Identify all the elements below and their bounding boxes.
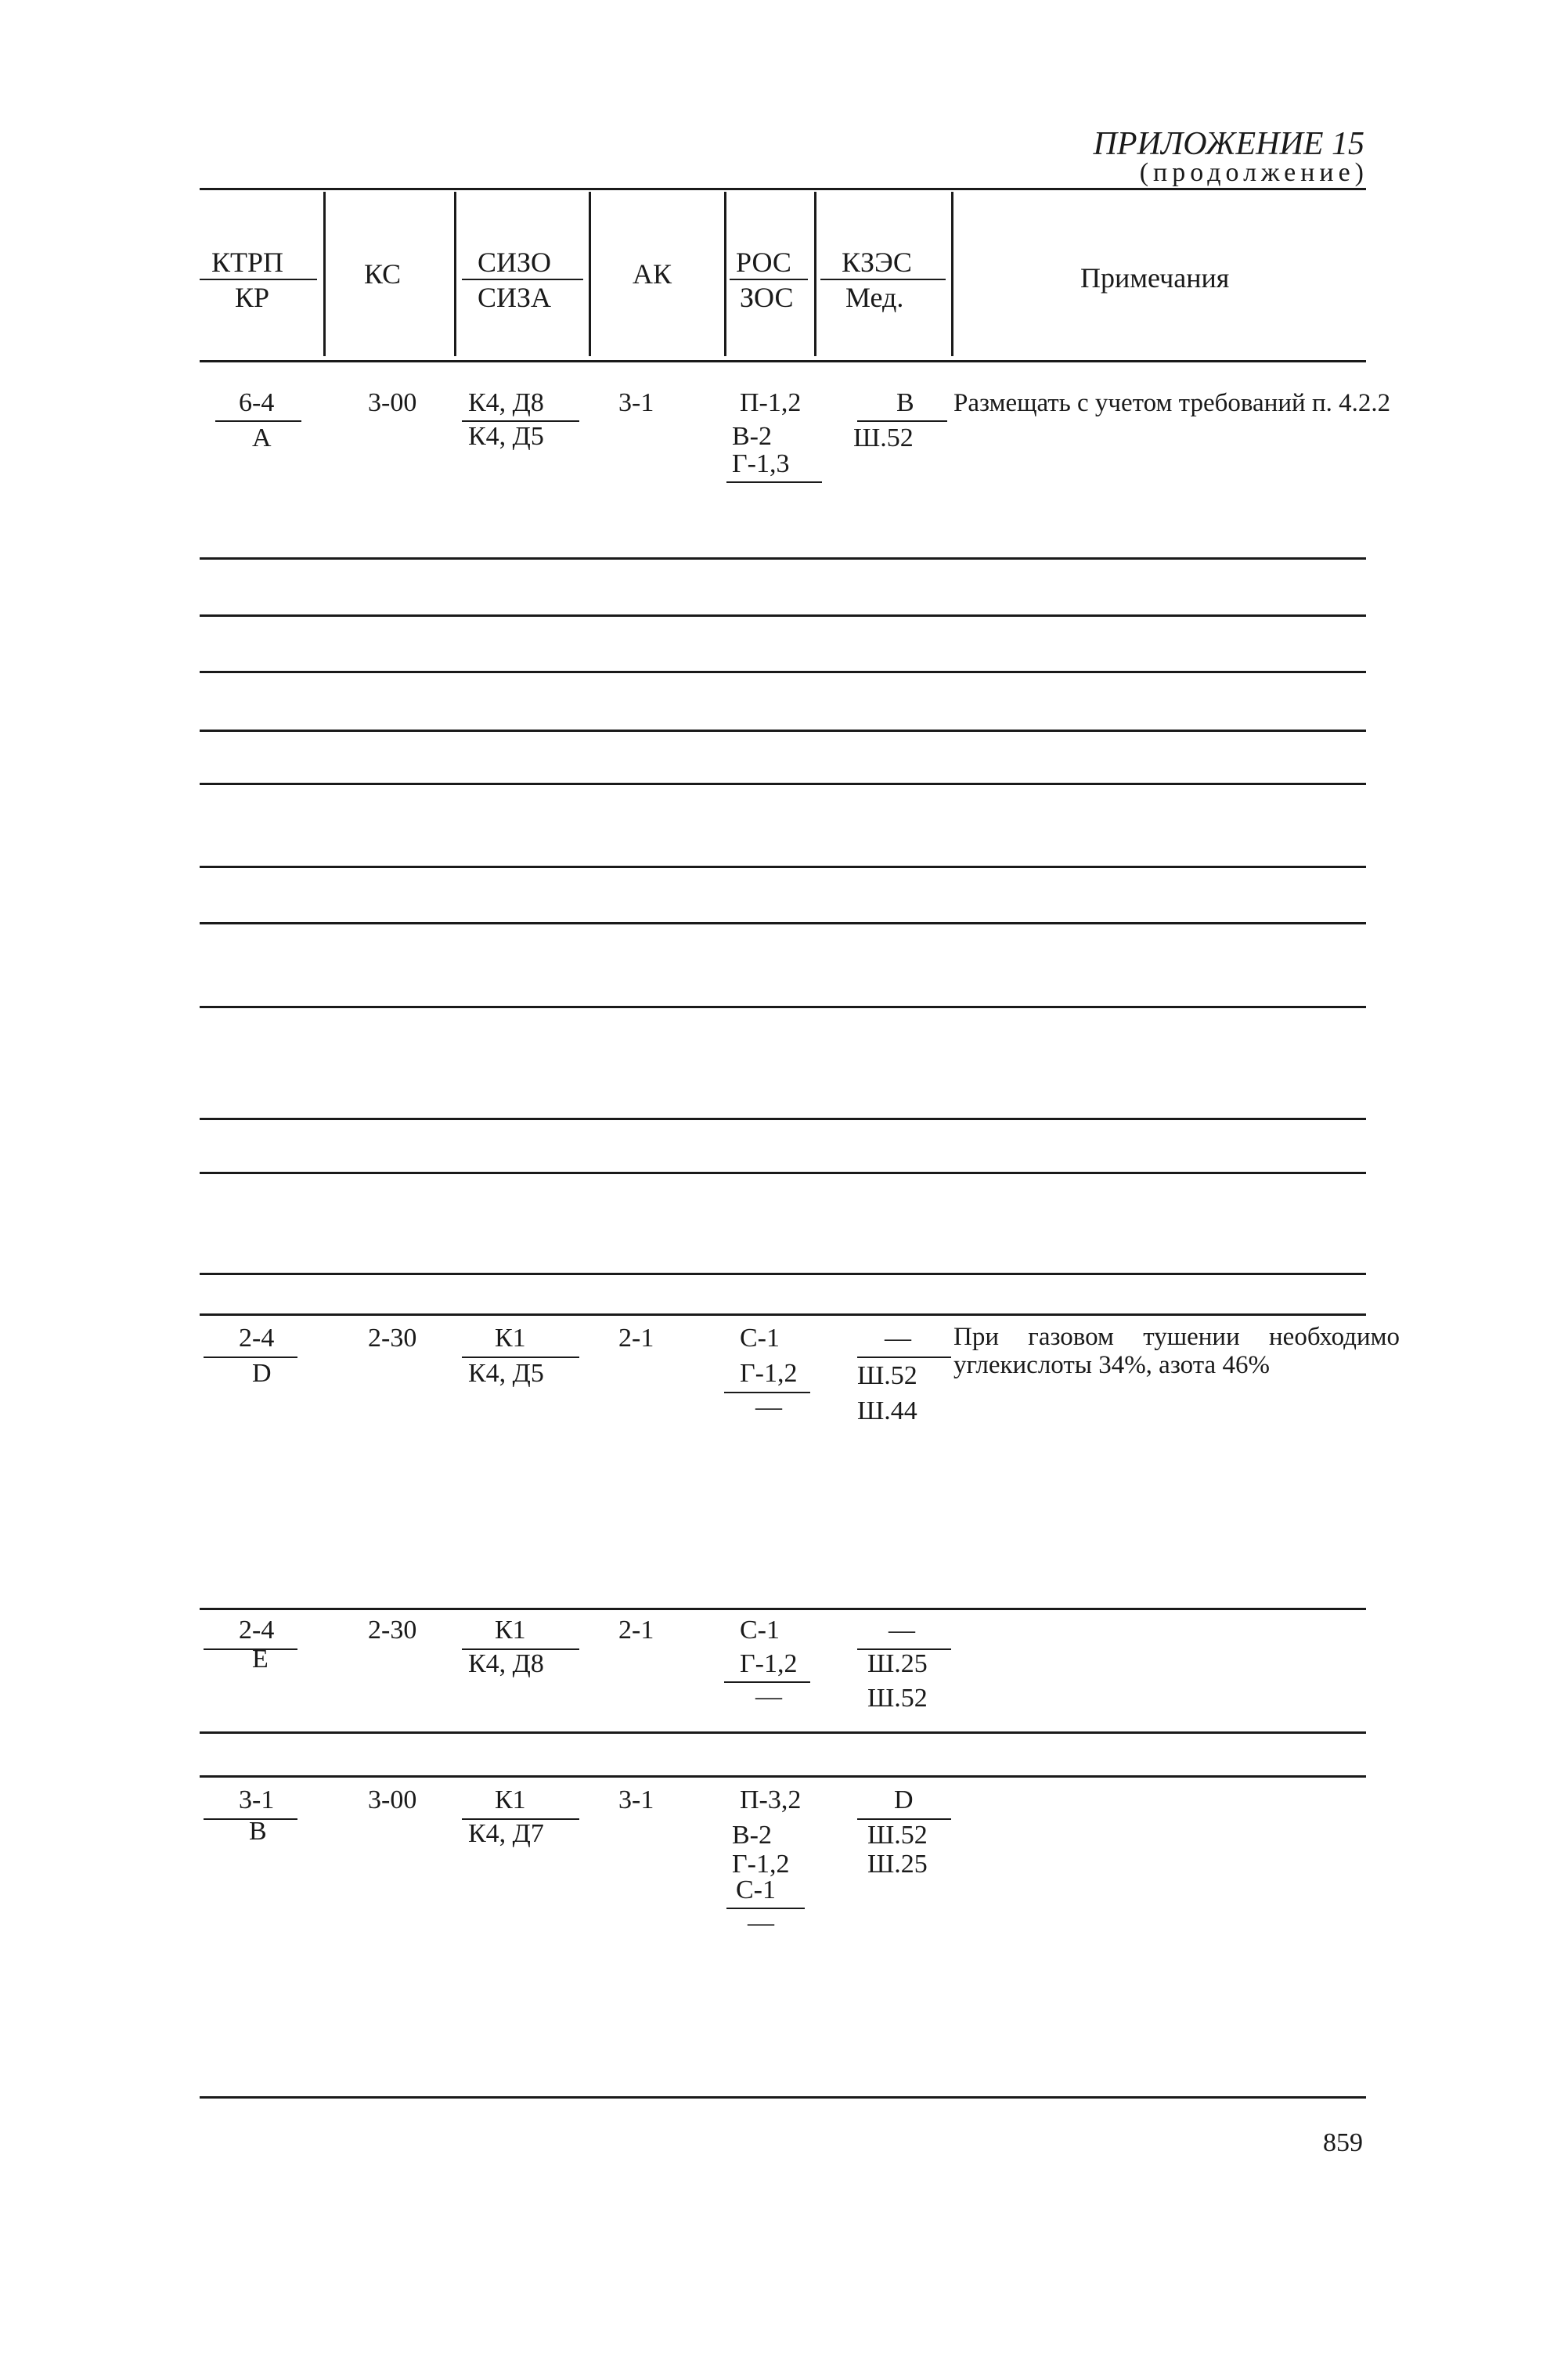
ruled-line-2 bbox=[200, 614, 1366, 617]
row4-kzes: D bbox=[894, 1785, 914, 1814]
row1-kzes-frac bbox=[857, 420, 947, 422]
row2-med-1: Ш.52 bbox=[857, 1361, 917, 1390]
ruled-line-10 bbox=[200, 1172, 1366, 1174]
row3-ks: 2-30 bbox=[368, 1616, 417, 1645]
row1-siza: К4, Д5 bbox=[468, 422, 544, 451]
header-kr: КР bbox=[235, 282, 270, 313]
header-ks: КС bbox=[364, 258, 402, 290]
row4-siza: К4, Д7 bbox=[468, 1819, 544, 1848]
row1-ros-underline bbox=[726, 481, 822, 483]
row1-kzes: В bbox=[896, 388, 914, 417]
row2-note: При газовом тушении необходимо углекислоты 34%, азота 46% bbox=[953, 1323, 1400, 1379]
row1-ros-2: В-2 bbox=[732, 422, 772, 451]
row3-ktrp: 2-4 bbox=[239, 1616, 275, 1645]
row1-ros-1: П-1,2 bbox=[740, 388, 802, 417]
row2-ros-2: Г-1,2 bbox=[740, 1359, 798, 1388]
row2-ros-3: — bbox=[755, 1393, 782, 1421]
row1-sizo: К4, Д8 bbox=[468, 388, 544, 417]
row4-rule-a bbox=[200, 1731, 1366, 1734]
row4-ks: 3-00 bbox=[368, 1785, 417, 1814]
header-ak: АК bbox=[633, 258, 672, 290]
row4-sizo: К1 bbox=[495, 1785, 526, 1814]
row1-kr: А bbox=[252, 423, 272, 452]
row3-kr: E bbox=[252, 1645, 269, 1674]
header-sizo-frac bbox=[462, 279, 583, 280]
row2-sizo: К1 bbox=[495, 1324, 526, 1353]
col-divider-4 bbox=[724, 192, 726, 356]
row3-top-rule bbox=[200, 1608, 1366, 1610]
row2-ktrp-frac bbox=[204, 1357, 297, 1358]
row3-ak: 2-1 bbox=[618, 1616, 654, 1645]
row2-med-2: Ш.44 bbox=[857, 1396, 917, 1425]
row1-ak: 3-1 bbox=[618, 388, 654, 417]
row3-med-1: Ш.25 bbox=[867, 1649, 928, 1678]
col-divider-5 bbox=[814, 192, 816, 356]
row2-kr: D bbox=[252, 1359, 272, 1388]
ruled-line-6 bbox=[200, 866, 1366, 868]
row1-ktrp: 6-4 bbox=[239, 388, 275, 417]
header-sizo: СИЗО bbox=[478, 247, 552, 278]
ruled-line-7 bbox=[200, 922, 1366, 924]
col-divider-1 bbox=[323, 192, 326, 356]
ruled-line-8 bbox=[200, 1006, 1366, 1008]
header-bottom-rule bbox=[200, 360, 1366, 362]
row1-med-1: Ш.52 bbox=[853, 423, 914, 452]
row2-ak: 2-1 bbox=[618, 1324, 654, 1353]
col-divider-2 bbox=[454, 192, 456, 356]
row3-ros-2: Г-1,2 bbox=[740, 1649, 798, 1678]
row3-ros-1: С-1 bbox=[740, 1616, 780, 1645]
ruled-line-11 bbox=[200, 1273, 1366, 1275]
row1-ros-3: Г-1,3 bbox=[732, 449, 790, 478]
row2-kzes: — bbox=[885, 1324, 911, 1353]
row1-note: Размещать с учетом требований п. 4.2.2 bbox=[953, 389, 1391, 417]
row1-ktrp-frac bbox=[215, 420, 301, 422]
row2-siza: К4, Д5 bbox=[468, 1359, 544, 1388]
row4-ktrp: 3-1 bbox=[239, 1785, 275, 1814]
row3-siza: К4, Д8 bbox=[468, 1649, 544, 1678]
col-divider-3 bbox=[589, 192, 591, 356]
row4-kr: В bbox=[249, 1817, 267, 1846]
row4-top-rule bbox=[200, 1775, 1366, 1778]
row2-kzes-frac bbox=[857, 1357, 951, 1358]
header-ktrp: КТРП bbox=[211, 247, 284, 278]
row3-sizo: К1 bbox=[495, 1616, 526, 1645]
ruled-line-12 bbox=[200, 1313, 1366, 1316]
row4-ak: 3-1 bbox=[618, 1785, 654, 1814]
ruled-line-5 bbox=[200, 783, 1366, 785]
header-notes: Примечания bbox=[1080, 262, 1230, 294]
header-ros: РОС bbox=[736, 247, 791, 278]
ruled-line-1 bbox=[200, 557, 1366, 560]
col-divider-6 bbox=[951, 192, 953, 356]
row4-ros-3: Г-1,2 bbox=[732, 1850, 790, 1879]
header-ktrp-frac bbox=[200, 279, 317, 280]
ruled-line-3 bbox=[200, 671, 1366, 673]
row4-med-1: Ш.52 bbox=[867, 1821, 928, 1850]
ruled-line-4 bbox=[200, 730, 1366, 732]
row3-med-2: Ш.52 bbox=[867, 1684, 928, 1713]
row4-med-2: Ш.25 bbox=[867, 1850, 928, 1879]
appendix-subtitle: (продолжение) bbox=[1139, 158, 1368, 187]
row2-ktrp: 2-4 bbox=[239, 1324, 275, 1353]
row2-ks: 2-30 bbox=[368, 1324, 417, 1353]
header-kzes: КЗЭС bbox=[842, 247, 912, 278]
row1-ks: 3-00 bbox=[368, 388, 417, 417]
row3-ros-3: — bbox=[755, 1682, 782, 1711]
table-bottom-rule bbox=[200, 2096, 1366, 2099]
header-siza: СИЗА bbox=[478, 282, 552, 313]
ruled-line-9 bbox=[200, 1118, 1366, 1120]
header-kzes-frac bbox=[820, 279, 946, 280]
appendix-title: ПРИЛОЖЕНИЕ 15 bbox=[1093, 126, 1364, 162]
row4-ros-4: С-1 bbox=[736, 1875, 776, 1904]
row3-kzes: — bbox=[889, 1616, 915, 1645]
row4-ros-1: П-3,2 bbox=[740, 1785, 802, 1814]
row2-ros-1: С-1 bbox=[740, 1324, 780, 1353]
header-med: Мед. bbox=[845, 282, 904, 313]
header-zos: ЗОС bbox=[740, 282, 794, 313]
row4-ros-5: — bbox=[748, 1908, 774, 1937]
header-top-rule bbox=[200, 188, 1366, 190]
page-number: 859 bbox=[1323, 2128, 1363, 2157]
row4-ros-2: В-2 bbox=[732, 1821, 772, 1850]
row3-ktrp-frac bbox=[204, 1648, 297, 1650]
header-ros-frac bbox=[730, 279, 808, 280]
